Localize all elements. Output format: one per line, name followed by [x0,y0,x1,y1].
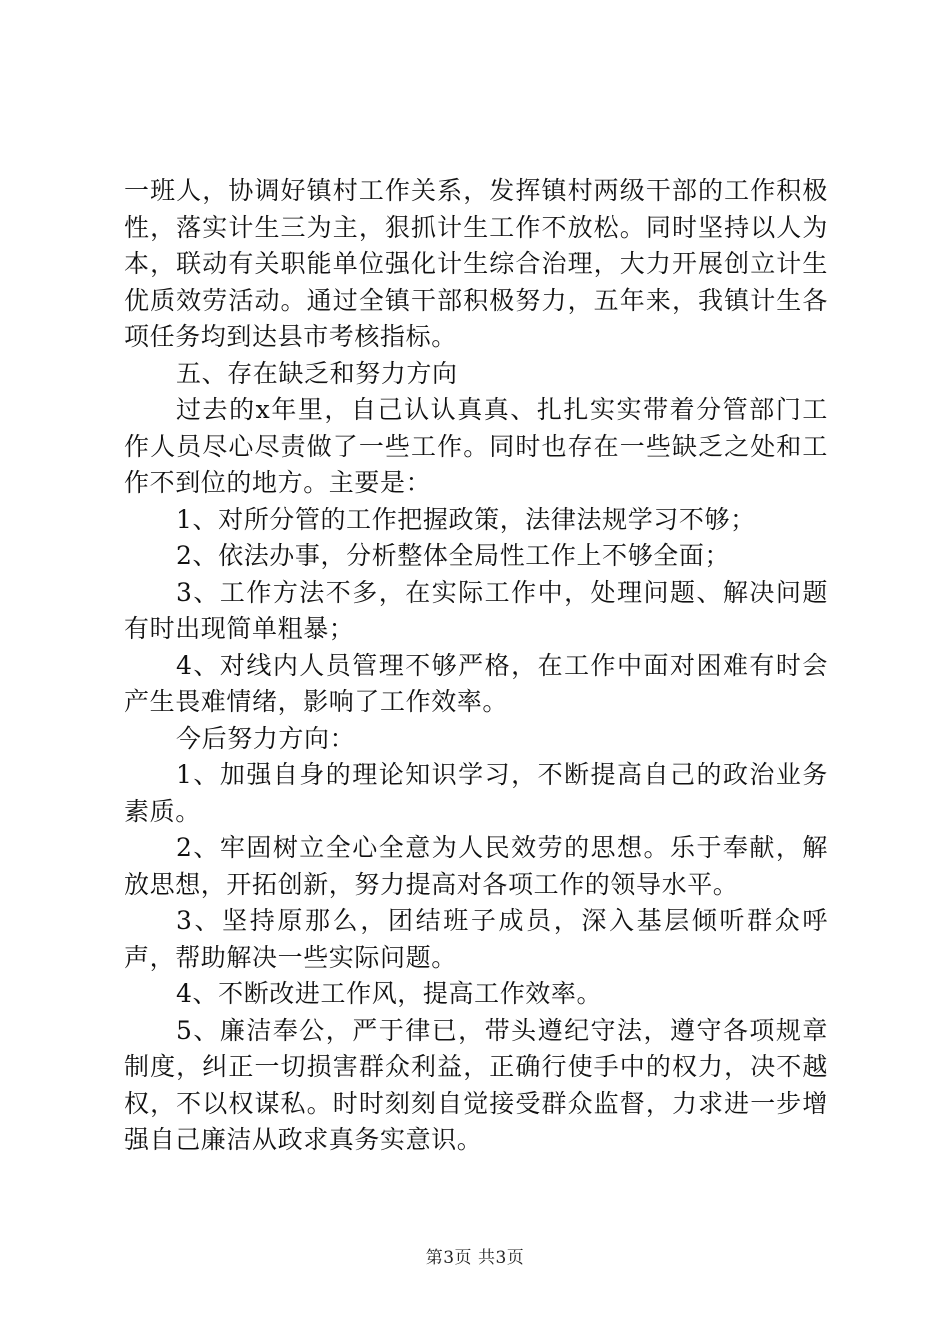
document-body [124,173,828,1159]
subheading: 今后努力方向： [176,723,356,753]
list-item: 3、工作方法不多，在实际工作中，处理问题、解决问题有时出现简单粗暴； [124,577,828,643]
section-heading: 五、存在缺乏和努力方向 [176,358,458,388]
list-item: 1、对所分管的工作把握政策，法律法规学习不够； [176,504,756,534]
list-item: 2、牢固树立全心全意为人民效劳的思想。乐于奉献，解放思想，开拓创新，努力提高对各项工作的领导水平。 [124,833,828,899]
list-item: 1、加强自身的理论知识学习，不断提高自己的政治业务素质。 [124,760,828,826]
list-item: 4、不断改进工作风，提高工作效率。 [176,979,603,1008]
paragraph: 过去的x年里，自己认认真真、扎扎实实带着分管部门工作人员尽心尽责做了一些工作。同时也存在一些缺乏之处和工作不到位的地方。主要是： [124,395,828,497]
list-item: 3、坚持原那么，团结班子成员，深入基层倾听群众呼声，帮助解决一些实际问题。 [124,906,828,972]
list-item: 5、廉洁奉公，严于律已，带头遵纪守法，遵守各项规章制度，纠正一切损害群众利益，正确行使手中的权力，决不越权，不以权谋私。时时刻刻自觉接受群众监督，力求进一步增强自己廉洁从政求真务实意识。 [124,1015,828,1154]
list-item: 4、对线内人员管理不够严格，在工作中面对困难有时会产生畏难情绪，影响了工作效率。 [124,650,828,716]
list-item: 2、依法办事，分析整体全局性工作上不够全面； [176,541,731,570]
paragraph-continued: 一班人，协调好镇村工作关系，发挥镇村两级干部的工作积极性，落实计生三为主，狠抓计生工作不放松。同时坚持以人为本，联动有关职能单位强化计生综合治理，大力开展创立计生优质效劳活动。通过全镇干部积极努力，五年来，我镇计生各项任务均到达县市考核指标。 [124,176,828,351]
page-number-footer: 第3页 共3页 [425,1248,525,1268]
